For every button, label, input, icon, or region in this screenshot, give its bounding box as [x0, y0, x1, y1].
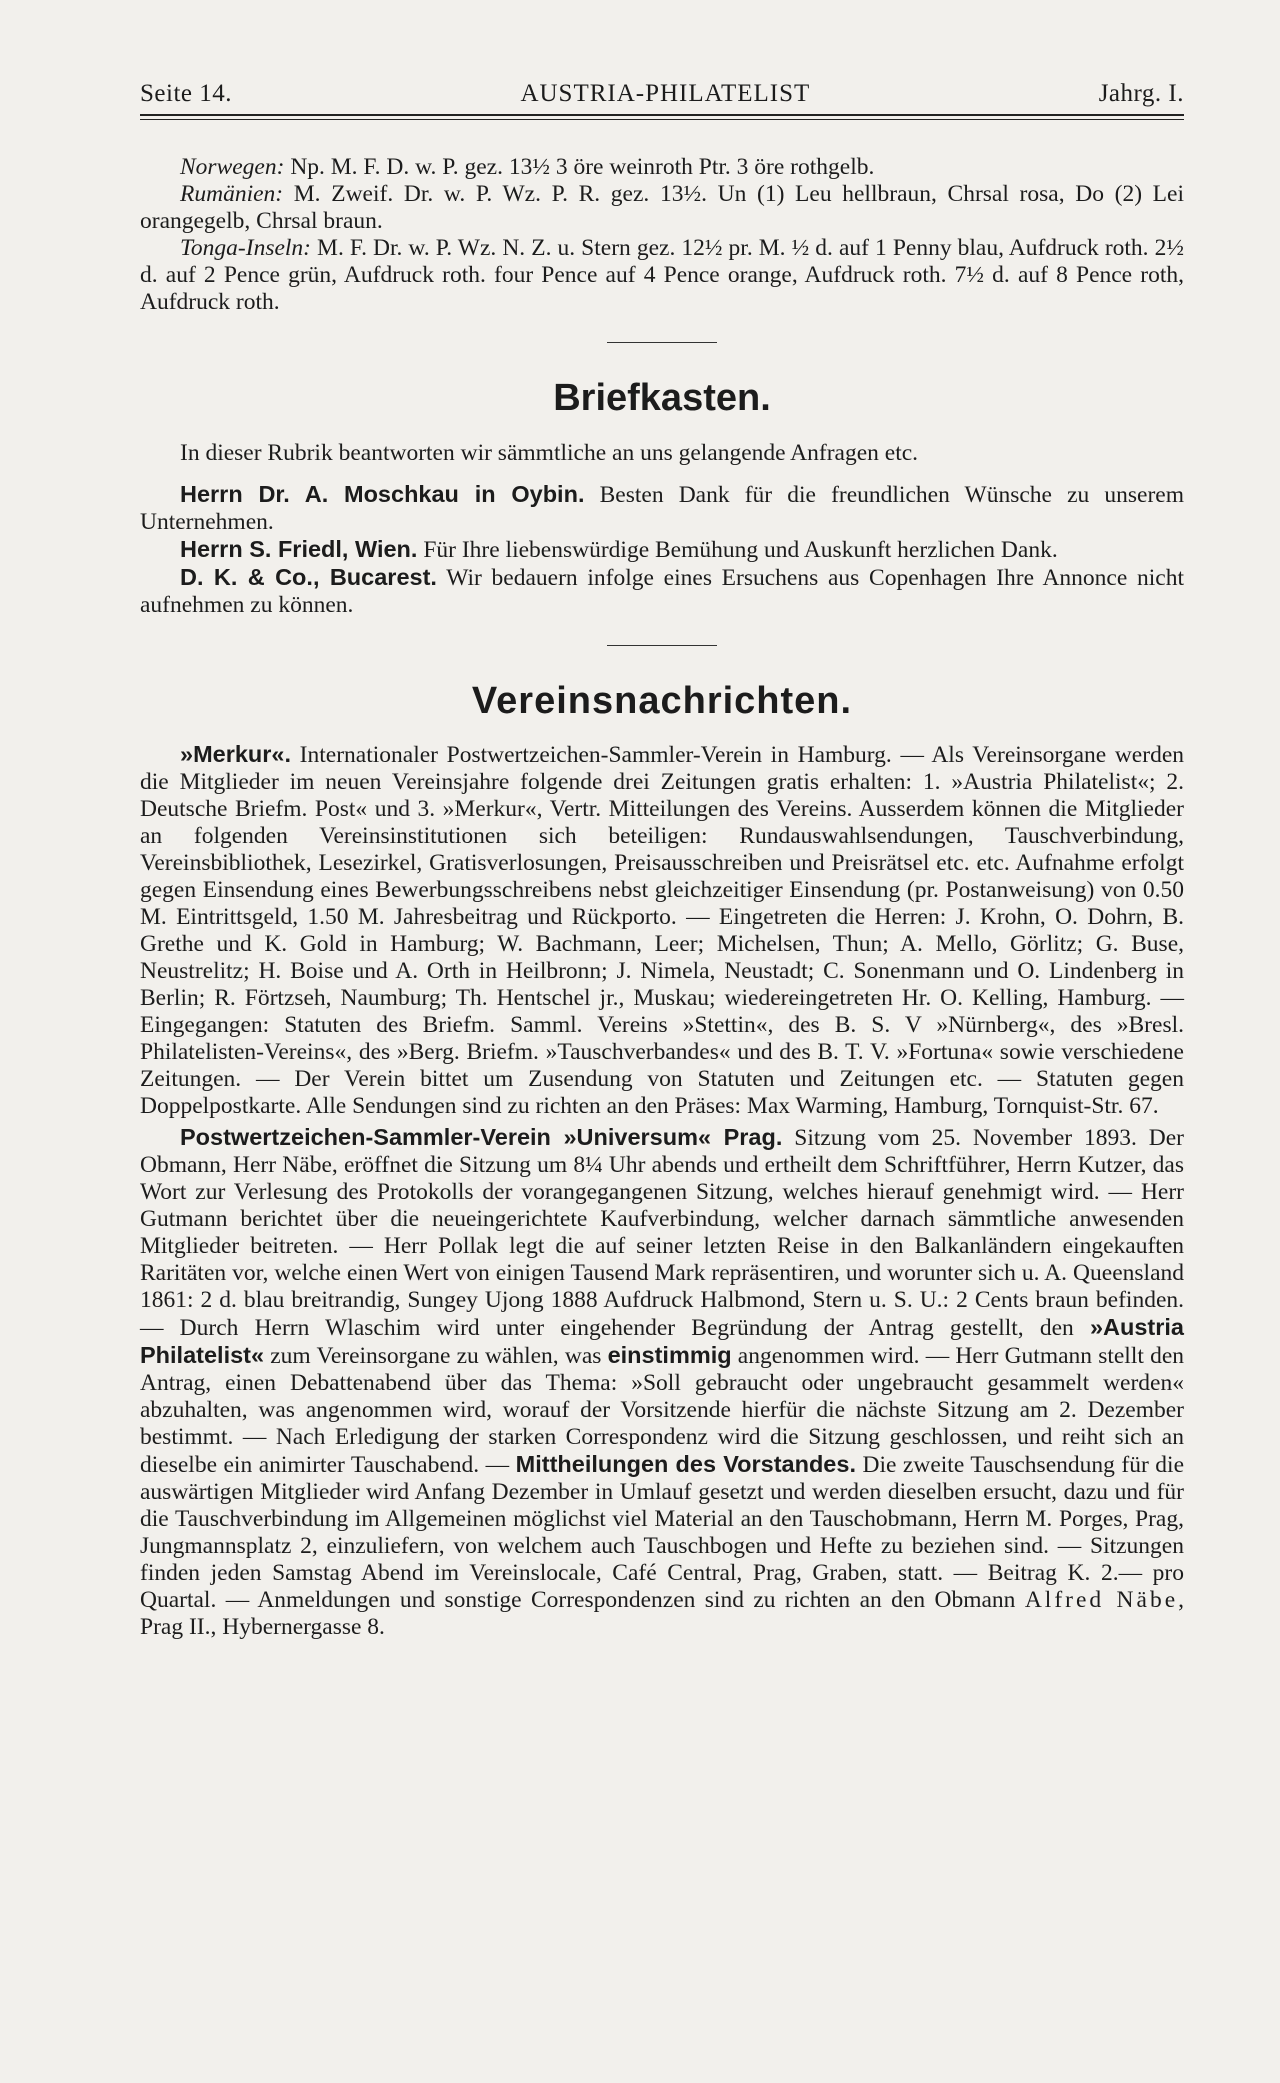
universum-text: zum Vereinsorgane zu wählen, was [264, 1343, 608, 1369]
universum-text: angenommen wird. — Herr Gutmann stellt den Antrag, einen Debattenabend über das Thema: »Soll gebraucht oder ungebraucht gesammelt werden« abzuhalten, was angenommen wird, worauf der Vorsitzende hierfür die nächste Sitzung am 2. Dezember bestimmt. — Nach Erledigung der starken Correspondenz wird die Sitzung geschlossen, und reiht sich an dieselbe ein animirter Tauschabend. — [140, 1343, 1184, 1478]
stamp-entry-rumaenien [140, 181, 1184, 235]
country-norwegen: Norwegen: [180, 154, 285, 180]
merkur-text: Internationaler Postwertzeichen-Sammler-Verein in Hamburg. — Als Vereinsorgane werden die Mitglieder im neuen Vereinsjahre folgende drei Zeitungen gratis erhalten: 1. »Austria Philatelist«; 2. Deutsche Briefm. Post« und 3. »Merkur«, Vertr. Mitteilungen des Vereins. Ausserdem können die Mitglieder an folgenden Vereinsinstitutionen sich beteiligen: Rundauswahlsendungen, Tauschverbindung, Vereinsbibliothek, Lesezirkel, Gratisverlosungen, Preisausschreiben und Preisrätsel etc. etc. Aufnahme erfolgt gegen Einsendung eines Bewerbungsschreibens nebst gleichzeitiger Einsendung (pr. Postanweisung) von 0.50 M. Eintrittsgeld, 1.50 M. Jahresbeitrag und Rückporto. — Eingetreten die Herren: J. Krohn, O. Dohrn, B. Grethe und K. Gold in Hamburg; W. Bachmann, Leer; Michelsen, Thun; A. Mello, Görlitz; G. Buse, Neustrelitz; H. Boise und A. Orth in Heilbronn; J. Nimela, Neustadt; C. Sonenmann und O. Lindenberg in Berlin; R. Förtzseh, Naumburg; Th. Hentschel jr., Muskau; wiedereingetreten Hr. O. Kelling, Hamburg. — Eingegangen: Statuten des Briefm. Samml. Vereins »Stettin«, des B. S. V »Nürnberg«, des »Bresl. Philatelisten-Vereins«, des »Berg. Briefm. »Tauschverbandes« und des B. T. V. »Fortuna« sowie verschiedene Zeitungen. — Der Verein bittet um Zusendung von Statuten und Zeitungen etc. — Statuten gegen Doppelpostkarte. Alle Sendungen sind zu richten an den Präses: Max Warming, Hamburg, Tornquist-Str. 67. [140, 742, 1184, 1119]
merkur-paragraph [140, 741, 1184, 1120]
entry-text: Np. M. F. D. w. P. gez. 13½ 3 öre weinroth Ptr. 3 öre rothgelb. [284, 154, 875, 180]
letter-recipient: D. K. & Co., Bucarest. [180, 564, 437, 590]
letter-entry [140, 564, 1184, 619]
country-tonga: Tonga-Inseln: [180, 235, 311, 261]
letter-text: Für Ihre liebenswürdige Bemühung und Auskunft herzlichen Dank. [417, 537, 1058, 563]
briefkasten-section [140, 377, 1184, 619]
stamp-entry-tonga [140, 235, 1184, 316]
letter-text: Wir bedauern infolge eines Ersuchens aus Copenhagen Ihre Annonce nicht aufnehmen zu können. [140, 565, 1184, 618]
universum-text: Die zweite Tauschsendung für die auswärtigen Mitglieder wird Anfang Dezember in Umlauf gesetzt und werden dieselben ersucht, dazu und für die Tauschverbindung im Allgemeinen möglichst viel Material an den Tauschobmann, Herrn M. Porges, Prag, Jungmannsplatz 2, einzuliefern, von welchem auch Tauschbogen und Hefte zu beziehen sind. — Sitzungen finden jeden Samstag Abend im Vereinslocale, Café Central, Prag, Graben, statt. — Beitrag K. 2.— pro Quartal. — Anmeldungen und sonstige Correspondenzen sind zu richten an den Obmann [140, 1452, 1184, 1613]
letter-entry [140, 481, 1184, 536]
page-number: Seite 14. [140, 80, 232, 107]
letter-text: Besten Dank für die freundlichen Wünsche zu unserem Unternehmen. [140, 482, 1185, 535]
letter-entry [140, 536, 1184, 564]
universum-name: Postwertzeichen-Sammler-Verein »Universum« Prag. [180, 1124, 783, 1150]
journal-title: AUSTRIA-PHILATELIST [520, 80, 811, 107]
page-header [140, 80, 1184, 114]
universum-paragraph [140, 1124, 1184, 1641]
section-divider [607, 342, 717, 343]
section-divider [607, 645, 717, 646]
universum-text: , Prag II., Hybernergasse 8. [140, 1587, 1184, 1640]
entry-text: M. Zweif. Dr. w. P. Wz. P. R. gez. 13½. Un (1) Leu hellbraun, Chrsal rosa, Do (2) Lei orangegelb, Chrsal braun. [140, 181, 1184, 234]
briefkasten-heading: Briefkasten. [553, 377, 771, 419]
volume-label: Jahrg. I. [1098, 80, 1184, 107]
universum-text: Sitzung vom 25. November 1893. Der Obmann, Herr Näbe, eröffnet die Sitzung um 8¼ Uhr abends und ertheilt dem Schriftführer, Herrn Kutzer, das Wort zur Verlesung des Protokolls der vorangegangenen Sitzung, welches hierauf genehmigt wird. — Herr Gutmann berichtet über die neueingerichtete Kaufverbindung, welcher darnach sämmtliche anwesenden Mitglieder beitreten. — Herr Pollak legt die auf seiner letzten Reise in den Balkanländern eingekauften Raritäten vor, welche einen Wert von einigen Tausend Mark repräsentiren, und worunter sich u. A. Queensland 1861: 2 d. blau breitrandig, Sungey Ujong 1888 Aufdruck Halbmond, Stern u. S. U.: 2 Cents braun befinden. — Durch Herrn Wlaschim wird unter eingehender Begründung der Antrag gestellt, den [140, 1125, 1184, 1341]
letter-recipient: Herrn Dr. A. Moschkau in Oybin. [180, 481, 585, 507]
country-rumaenien: Rumänien: [180, 181, 284, 207]
header-rule [140, 114, 1184, 120]
universum-bold: »Austria Philatelist« [140, 1314, 1184, 1368]
universum-bold: einstimmig [607, 1342, 732, 1368]
vereinsnachrichten-heading: Vereinsnachrichten. [471, 680, 853, 722]
stamp-entry-norwegen [140, 154, 1184, 181]
entry-text: M. F. Dr. w. P. Wz. N. Z. u. Stern gez. 12½ pr. M. ½ d. auf 1 Penny blau, Aufdruck roth. 2½ d. auf 2 Pence grün, Aufdruck roth. four Pence auf 4 Pence orange, Aufdruck roth. 7½ d. auf 8 Pence roth, Aufdruck roth. [140, 235, 1184, 315]
merkur-name: »Merkur«. [180, 741, 292, 767]
stamp-news [140, 154, 1184, 316]
universum-bold: Mittheilungen des Vorstandes. [515, 1451, 856, 1477]
vereinsnachrichten-section [140, 680, 1184, 1641]
obmann-name: Alfred Näbe [1024, 1587, 1179, 1613]
briefkasten-intro: In dieser Rubrik beantworten wir sämmtliche an uns gelangende Anfragen etc. [180, 440, 919, 466]
letter-recipient: Herrn S. Friedl, Wien. [180, 536, 418, 562]
